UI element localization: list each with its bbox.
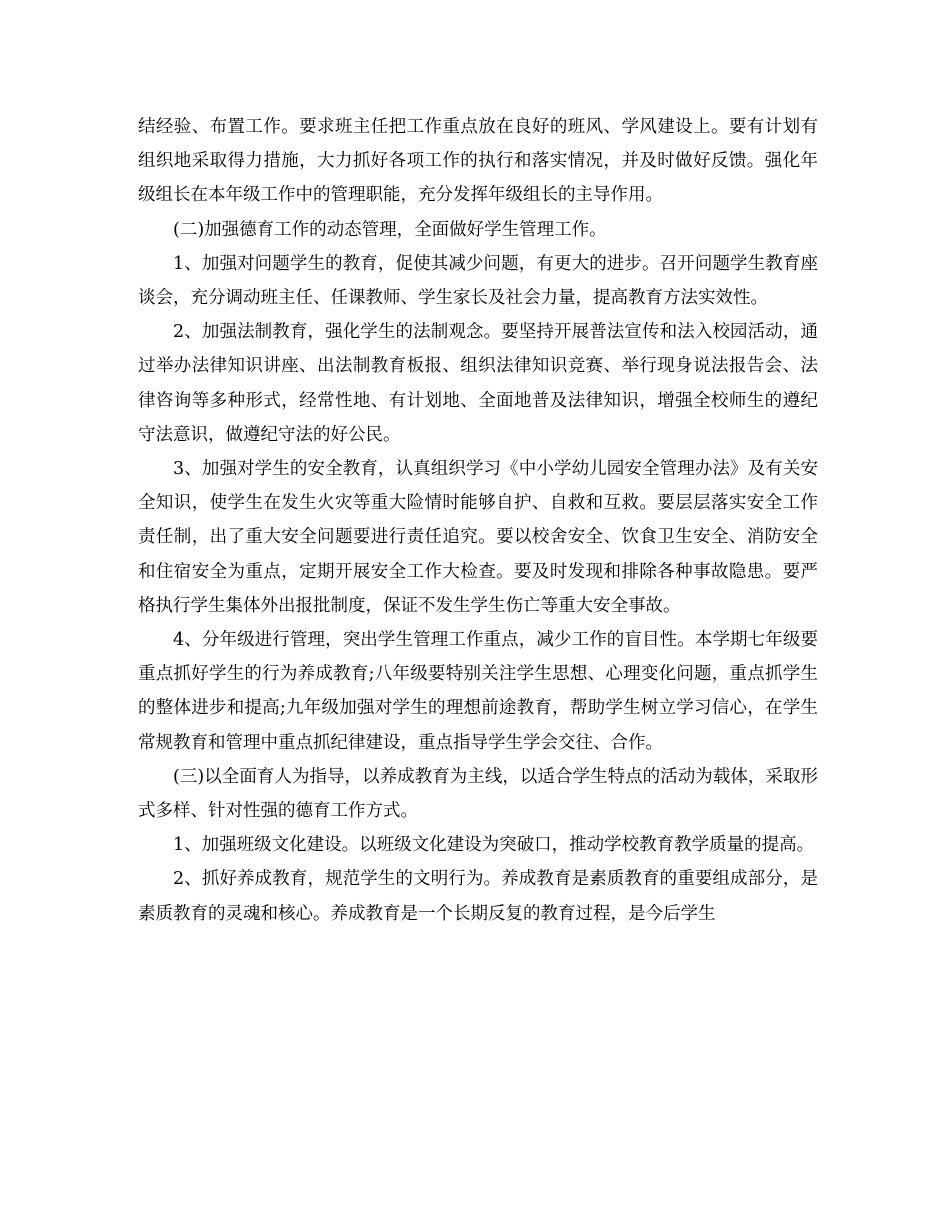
paragraph-item-safety-education: 3、加强对学生的安全教育，认真组织学习《中小学幼儿园安全管理办法》及有关安全知识，使学生在发生火灾等重大险情时能够自护、自救和互救。要层层落实安全工作责任制，出了重大安全问题要进行责任追究。要以校舍安全、饮食卫生安全、消防安全和住宿安全为重点，定期开展安全工作大检查。要及时发现和排除各种事故隐患。要严格执行学生集体外出报批制度，保证不发生学生伤亡等重大安全事故。 [138,459,818,616]
paragraph-heading-2: (二)加强德育工作的动态管理，全面做好学生管理工作。 [173,219,607,240]
paragraph-continuation: 结经验、布置工作。要求班主任把工作重点放在良好的班风、学风建设上。要有计划有组织地采取得力措施，大力抓好各项工作的执行和落实情况，并及时做好反馈。强化年级组长在本年级工作中的管理职能，充分发挥年级组长的主导作用。 [138,117,818,206]
document-body [138,110,818,931]
paragraph-item-grade-management: 4、分年级进行管理，突出学生管理工作重点，减少工作的盲目性。本学期七年级要重点抓好学生的行为养成教育;八年级要特别关注学生思想、心理变化问题，重点抓学生的整体进步和提高;九年级加强对学生的理想前途教育，帮助学生树立学习信心，在学生常规教育和管理中重点抓纪律建设，重点指导学生学会交往、合作。 [138,630,818,753]
paragraph-item-problem-students: 1、加强对问题学生的教育，促使其减少问题，有更大的进步。召开问题学生教育座谈会，充分调动班主任、任课教师、学生家长及社会力量，提高教育方法实效性。 [138,253,818,309]
paragraph-item-habit-education: 2、抓好养成教育，规范学生的文明行为。养成教育是素质教育的重要组成部分，是素质教育的灵魂和核心。养成教育是一个长期反复的教育过程，是今后学生 [138,869,818,924]
paragraph-heading-3: (三)以全面育人为指导，以养成教育为主线，以适合学生特点的活动为载体，采取形式多样、针对性强的德育工作方式。 [138,766,818,822]
paragraph-item-legal-education: 2、加强法制教育，强化学生的法制观念。要坚持开展普法宣传和法入校园活动，通过举办法律知识讲座、出法制教育板报、组织法律知识竞赛、举行现身说法报告会、法律咨询等多种形式，经常性地、有计划地、全面地普及法律知识，增强全校师生的遵纪守法意识，做遵纪守法的好公民。 [138,322,818,445]
paragraph-item-class-culture: 1、加强班级文化建设。以班级文化建设为突破口，推动学校教育教学质量的提高。 [173,835,815,856]
